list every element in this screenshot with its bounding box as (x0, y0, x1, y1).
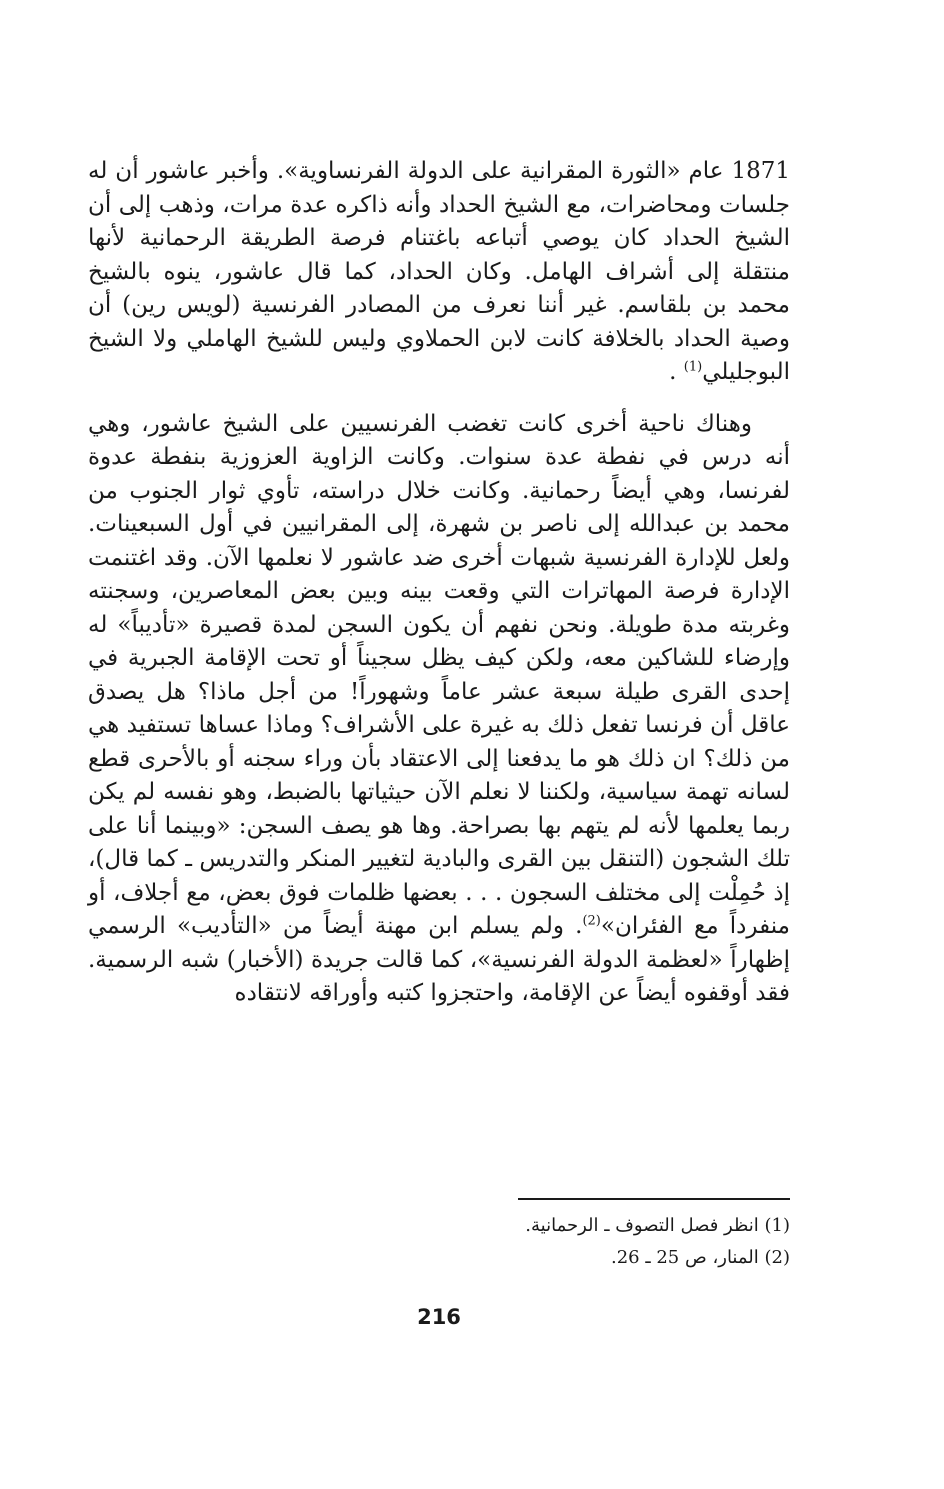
footnote-2-text: المنار، ص 25 ـ 26. (610, 1247, 759, 1268)
footnotes (88, 1210, 790, 1274)
paragraph-2-continuation: . ولم يسلم ابن مهنة أيضاً من «التأديب» الرسمي إظهاراً «لعظمة الدولة الفرنسية»، كما قالت جريدة (الأخبار) شبه الرسمية. فقد أوقفوه أيضاً عن الإقامة، واحتجزوا كتبه وأوراقه لانتقاده (88, 913, 790, 1006)
paragraph-1 (88, 155, 790, 390)
footnote-1-text: انظر فصل التصوف ـ الرحمانية. (525, 1215, 759, 1236)
footnote-ref-1[interactable]: (1) (683, 359, 703, 375)
footnote-divider (518, 1198, 790, 1200)
paragraph-2 (88, 408, 790, 1011)
footnote-ref-2[interactable]: (2) (582, 913, 601, 929)
paragraph-2-text: وهناك ناحية أخرى كانت تغضب الفرنسيين على الشيخ عاشور، وهي أنه درس في نفطة عدة سنوات. وكانت الزاوية العزوزية بنفطة عدوة لفرنسا، وهي أيضاً رحمانية. وكانت خلال دراسته، تأوي ثوار الجنوب من محمد بن عبدالله إلى ناصر بن شهرة، إلى المقرانيين في أول السبعينات. ولعل للإدارة الفرنسية شبهات أخرى ضد عاشور لا نعلمها الآن. وقد اغتنمت الإدارة فرصة المهاترات التي وقعت بينه وبين بعض المعاصرين، وسجنته وغربته مدة طويلة. ونحن نفهم أن يكون السجن لمدة قصيرة «تأديباً» له وإرضاء للشاكين معه، ولكن كيف يظل سجيناً أو تحت الإقامة الجبرية في إحدى القرى طيلة سبعة عشر عاماً وشهوراً! من أجل ماذا؟ هل يصدق عاقل أن فرنسا تفعل ذلك به غيرة على الأشراف؟ وماذا عساها تستفيد هي من ذلك؟ ان ذلك هو ما يدفعنا إلى الاعتقاد بأن وراء سجنه أو بالأحرى قطع لسانه تهمة سياسية، ولكننا لا نعلم الآن حيثياتها بالضبط، وهو نفسه لم يكن ربما يعلمها لأنه لم يتهم بها بصراحة. وها هو يصف السجن: «وبينما أنا على تلك الشجون (التنقل بين القرى والبادية لتغيير المنكر والتدريس ـ كما قال)، إذ حُمِلْت إلى مختلف السجون . . . بعضها ظلمات فوق بعض، مع أجلاف، أو منفرداً مع الفئران» (88, 410, 790, 939)
paragraph-1-end: . (669, 359, 684, 385)
footnote-1 (88, 1210, 790, 1242)
footnote-2 (88, 1242, 790, 1274)
footnote-2-marker: (2) (764, 1247, 790, 1268)
footnote-1-marker: (1) (764, 1215, 790, 1236)
page-body (88, 155, 790, 1329)
paragraph-1-text: 1871 عام «الثورة المقرانية على الدولة الفرنساوية». وأخبر عاشور أن له جلسات ومحاضرات، مع الشيخ الحداد وأنه ذاكره عدة مرات، وذهب إلى أن الشيخ الحداد كان يوصي أتباعه باغتنام فرصة الطريقة الرحمانية لأنها منتقلة إلى أشراف الهامل. وكان الحداد، كما قال عاشور، ينوه بالشيخ محمد بن بلقاسم. غير أننا نعرف من المصادر الفرنسية (لويس رين) أن وصية الحداد بالخلافة كانت لابن الحملاوي وليس للشيخ الهاملي ولا الشيخ البوجليلي (88, 158, 790, 385)
page-number: 216 (417, 1305, 461, 1329)
